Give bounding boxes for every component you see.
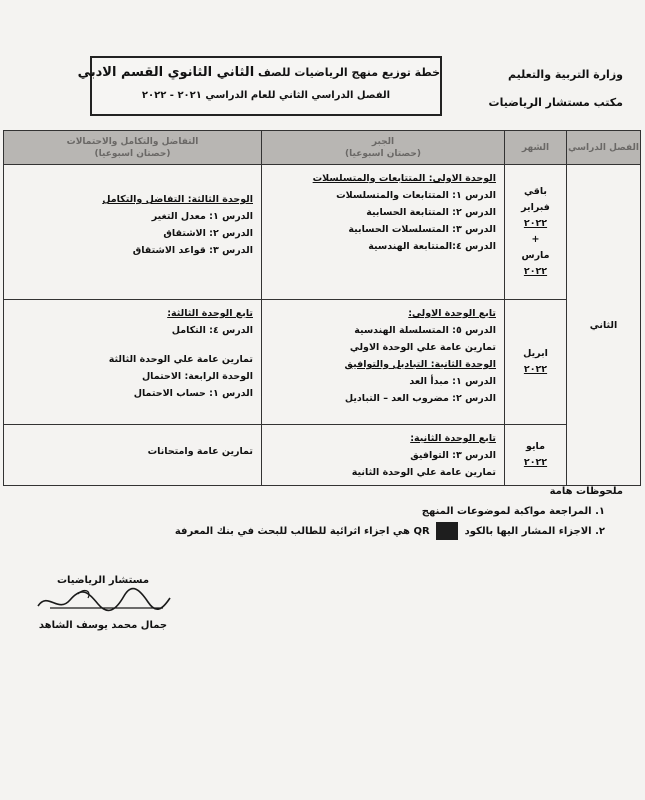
header-month: الشهر bbox=[505, 131, 567, 165]
header-calculus: التفاضل والتكامل والاحتمالات (حصتان اسبوعيا) bbox=[4, 131, 262, 165]
header-semester: الفصل الدراسي bbox=[567, 131, 641, 165]
notes-section bbox=[175, 482, 623, 542]
table-row bbox=[4, 300, 641, 425]
title-box bbox=[77, 56, 442, 116]
signature-block bbox=[18, 575, 188, 631]
month-cell: ابريل ٢٠٢٢ bbox=[505, 300, 567, 425]
curriculum-table bbox=[3, 130, 641, 486]
table-header-row bbox=[4, 131, 641, 165]
signer-title: مستشار الرياضيات bbox=[56, 575, 150, 586]
title-emphasis: الثاني الثانوي القسم الادبي bbox=[77, 65, 255, 80]
ministry-name: وزارة التربية والتعليم bbox=[508, 68, 623, 81]
plan-subtitle: الفصل الدراسي الثاني للعام الدراسي ٢٠٢١ - ٢٠٢٢ bbox=[141, 90, 391, 101]
algebra-cell: تابع الوحدة الاولي: الدرس ٥: المتسلسلة الهندسية تمارين عامة علي الوحدة الاولي الوحدة الثانية: التباديل والتوافيق الدرس ١: مبدأ العد الدرس ٢: مضروب العد – التباديل bbox=[262, 300, 505, 425]
title-prefix: خطة توزيع منهج الرياضيات للصف bbox=[258, 66, 440, 79]
header-algebra: الجبر (حصتان اسبوعيا) bbox=[262, 131, 505, 165]
semester-cell: الثاني bbox=[567, 165, 641, 486]
algebra-cell: الوحدة الاولي: المتتابعات والمتسلسلات الدرس ١: المتتابعات والمتسلسلات الدرس ٢: المتتابعة الحسابية الدرس ٣: المتسلسلات الحسابية الدرس ٤:المتتابعة الهندسية bbox=[262, 165, 505, 300]
qr-code-icon bbox=[436, 522, 458, 540]
handwritten-signature-icon bbox=[28, 586, 178, 616]
signer-name: جمال محمد يوسف الشاهد bbox=[38, 620, 168, 631]
plan-title bbox=[77, 65, 440, 80]
note-item: ٢. الاجزاء المشار اليها بالكود QR هي اجزاء اثرائية للطالب للبحث في بنك المعرفة bbox=[175, 522, 623, 542]
notes-title: ملحوظات هامة bbox=[549, 486, 623, 497]
office-name: مكتب مستشار الرياضيات bbox=[488, 96, 623, 109]
algebra-cell: تابع الوحدة الثانية: الدرس ٣: التوافيق تمارين عامة علي الوحدة الثانية bbox=[262, 425, 505, 486]
calculus-cell: الوحدة الثالثة: التفاضل والتكامل الدرس ١: معدل التغير الدرس ٢: الاشتقاق الدرس ٣: قواعد الاشتقاق bbox=[4, 165, 262, 300]
note-item: ١. المراجعة مواكبة لموضوعات المنهج bbox=[421, 506, 605, 517]
calculus-cell: تابع الوحدة الثالثة: الدرس ٤: التكامل تمارين عامة علي الوحدة الثالثة الوحدة الرابعة: الاحتمال الدرس ١: حساب الاحتمال bbox=[4, 300, 262, 425]
calculus-cell: تمارين عامة وامتحانات bbox=[4, 425, 262, 486]
month-cell: باقي فبراير ٢٠٢٢ + مارس ٢٠٢٢ bbox=[505, 165, 567, 300]
table-row bbox=[4, 425, 641, 486]
month-cell: مايو ٢٠٢٢ bbox=[505, 425, 567, 486]
table-row bbox=[4, 165, 641, 300]
